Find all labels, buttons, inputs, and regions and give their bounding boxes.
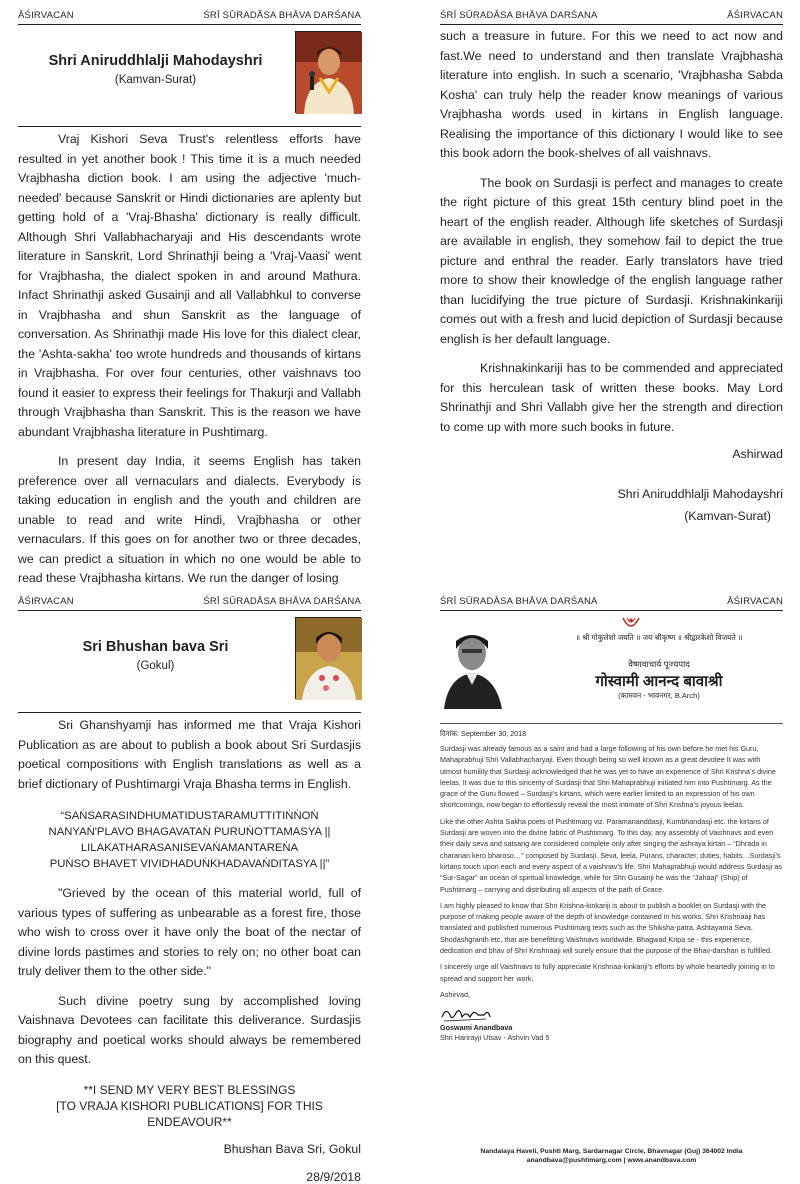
blessing: [18, 1082, 361, 1130]
sloka-line: LILAKATHARASANISEVAṄAMANTAREṄA: [80, 842, 299, 854]
closing: Ashirvad,: [440, 989, 470, 999]
author-name: Sri Bhushan bava Sri: [82, 639, 229, 655]
footer-address: Nandalaya Haveli, Pushti Marg, Sardarnagar Circle, Bhavnagar (Guj) 364002 India: [480, 1148, 743, 1155]
signature-place: (Kamvan-Surat): [684, 509, 771, 523]
translation: "Grieved by the ocean of this material world, full of various types of suffering as unbearable as a forest fire, those who wish to cross over it have only the boat of the nectar of divine lords pastimes and stories to rely on; no other boat can truly deliver them to the other side.": [18, 886, 361, 978]
signer-name: Goswami Anandbava: [440, 1023, 513, 1033]
page-aniruddhlalji-part1: [18, 10, 361, 585]
title-small: वैष्णवाचार्य पूज्यपाद: [628, 659, 690, 669]
title-sub: (कामवन - भावनगर, B.Arch): [618, 691, 700, 700]
signer-occasion: Shri Harirayji Utsav - Ashvin Vad 5: [440, 1033, 550, 1043]
page-anandbava-letter: [440, 596, 783, 1166]
running-head: [18, 596, 361, 611]
running-head: [18, 10, 361, 25]
sloka-line: NANYAṄ'PLAVO BHAGAVATAṄ PURUṄOTTAMASYA ||: [48, 826, 331, 838]
author-photo: [295, 31, 361, 113]
author-place: (Kamvan-Surat): [114, 74, 197, 86]
letterhead-footer: [440, 1147, 783, 1165]
running-head-left: ĀŚIRVACAN: [18, 596, 74, 607]
author-name: Shri Aniruddhlalji Mahodayshri: [48, 53, 263, 69]
letter-date: दिनांक: September 30, 2018: [440, 729, 527, 738]
sloka-line: PUṄSO BHAVET VIVIDHADUṄKHADAVAṄDITASYA ||”: [49, 858, 330, 870]
sloka: [18, 808, 361, 872]
paragraph: Like the other Ashta Sakha poets of Pushtimarg viz. Paramananddasji, Kumbhandasji etc. the kirtans of Surdasji are woven into the divine fabric of Pushtimarg. To this day, any assembly of Vaishnavs and even their daily seva and satsang are considered complete only after singing the ashraya kirtan – “Dhrada in charanan kero bharoso…” composed by Surdasji. Seva, leela, Purans, character, duties, habits…Surdasji’s kirtans touch upon each and every aspect of a vaishnav’s life. Shri Mahaprabhuji would address Surdasji as “Sur-Sagar” an ocean of spiritual knowledge, while for Shri Gusainji he was the “Jahaaj” (Ship) of Pushtimarg – carrying and distributing all aspects of the path of Grace.: [440, 816, 782, 894]
letterhead-rule: [440, 723, 783, 724]
paragraph: Such divine poetry sung by accomplished loving Vaishnava Devotees can facilitate this deliverance. Surdasjis biography and poetical works should always be remembered on this quest.: [18, 993, 361, 1066]
paragraph: such a treasure in future. For this we need to act now and fast.We need to understand and then translate Vrajbhasha literature into english. In such a scenario, 'Vrajbhasha Sabda Kosha' can truly help the reader know meanings of various Vrajbhasha words used in kirtans in English language. Realising the importance of this dictionary I would like to see this book adorn the book-shelves of all vaishnavs.: [440, 29, 783, 160]
title-big: गोस्वामी आनन्द बावाश्री: [595, 673, 723, 690]
running-head-right: ŚRĪ SŪRADĀSA BHĀVA DARŚANA: [203, 596, 361, 607]
signature-name: Shri Aniruddhlalji Mahodayshri: [617, 487, 783, 501]
paragraph: Vraj Kishori Seva Trust's relentless efforts have resulted in yet another book ! This time it is a much needed Vrajbhasha diction book. I am using the adjective 'much-needed' because Sanskrit or Hindi dictionaries are aplenty but getting hold of a 'Vraj-Bhasha' dictionary is really difficult. Although Shri Vallabhacharyaji and His descendants wrote literature in Sanskrit, Lord Shrinathji being a 'Vraj-Vaasi' went for Vrajbhasha, the dialect spoken in and around Mathura. Infact Shrinathji asked Gusainji and all Vallabhkul to converse in Vrajbhasha and shun Sanskrit as the language of conversation. As Shrinathji made His love for this dialect clear, the 'Ashta-sakha' too wrote hundreds and thousands of kirtans in Vrajbhasha. For over four centuries, other vaishnavs too found it easier to express their feelings for Thakurji and Vallabh through Vrajbhasha than Sanskrit. This is the reason we have abundant Vrajbhasha literature in Pushtimarg.: [18, 132, 361, 439]
header-rule: [18, 712, 361, 713]
letterhead: [440, 611, 783, 723]
running-head-right: ŚRĪ SŪRADĀSA BHĀVA DARŚANA: [440, 596, 598, 607]
letterhead-document: [440, 611, 783, 1181]
paragraph: Surdasji was already famous as a saint and had a large following of his own before he met his Guru, Mahaprabhuji Shri Vallabhacharyaji. Even though being so well known as a great devotee It was with utmost humility that Surdasji acknowledged that he was yet to have an experience of Shri Krishna’s divine leelas. It was due to this sincerity of Surdasji that Shri Mahaprabhuji initiated him into Pushtimarg. As the grace of the Guru flowed – Surdasji’s kirtans, which were earlier limited to an expression of his own shortcomings, now began to effortlessly reveal the most intimate of Shri Krishna’s joyous leelas.: [440, 744, 776, 810]
author-photo: [295, 617, 361, 699]
paragraph: Sri Ghanshyamji has informed me that Vraja Kishori Publication as are about to publish a book about Sri Surdasjis poetical compositions with English translations as well as a brief dictionary of Pushtimargi Vraja Bhasha terms in English.: [18, 718, 361, 791]
paragraph: I am highly pleased to know that Shri Krishna-kinkariji is about to publish a booklet on Surdasji with the purpose of making people aware of the depth of knowledge contained in his works. Shri Krishnaaji has translated and published numerous Pushtimarg texts such as the Shiksha-patra, Ashtayama Seva, Shodashgranth etc, that are benefitting Vaishnavs worldwide. Bhagwad Kripa se - this experience, dedication and bhav of Shri Krishnaaji will surely ensure that the purpose of the Bhav-darshan is fulfilled.: [440, 900, 773, 956]
author-place: (Gokul): [136, 660, 175, 672]
letterhead-photo: [440, 623, 506, 709]
letter-body: [18, 130, 361, 589]
running-head-left: ĀŚIRVACAN: [18, 10, 74, 21]
page-aniruddhlalji-part2: [440, 10, 783, 580]
signature-scribble: [440, 1005, 504, 1023]
running-head: [440, 10, 783, 25]
blessing-line: ENDEAVOUR**: [147, 1114, 232, 1129]
invocation: ॥ श्री गोकुलेशो जयति ॥ जय श्रीकृष्ण ॥ श्रीद्वारकेशो विजयते ॥: [575, 633, 743, 642]
running-head-right: ŚRĪ SŪRADĀSA BHĀVA DARŚANA: [440, 10, 598, 21]
header-rule: [18, 126, 361, 127]
letter-body: [18, 716, 361, 1130]
letter-body: [440, 27, 783, 437]
date: 28/9/2018: [306, 1169, 361, 1184]
sloka-line: “SAṄSARASINDHUMATIDUSTARAMUTTITIṄṄOṄ: [60, 810, 319, 822]
footer-contact: anandbava@pushtimarg.com | www.anandbava.com: [526, 1157, 697, 1164]
paragraph: The book on Surdasji is perfect and manages to create the right picture of this great 15th century blind poet in the heart of the english reader. Although life sketches of Surdasji are available in english, they somehow fail to depict the true picture and enthral the reader. Early translators have tried more to show their knowledge of the english language rather than lucidifying the true picture of Surdasji. Krishnakinkariji comes out with a fresh and lucid depiction of Surdasji because english is her default language.: [440, 175, 783, 346]
paragraph: Krishnakinkariji has to be commended and appreciated for this herculean task of written these books. May Lord Shrinathji and Shri Vallabh give her the strength and direction to come up with more such books in future.: [440, 361, 783, 434]
running-head-left: ĀŚIRVACAN: [727, 10, 783, 21]
running-head-left: ĀŚIRVACAN: [727, 596, 783, 607]
paragraph: I sincerely urge all Vaishnavs to fully appreciate Krishnaa-kinkariji’s efforts by whole heartedly joining in to spread and support her work.: [440, 962, 775, 983]
blessing-line: [TO VRAJA KISHORI PUBLICATIONS] FOR THIS: [56, 1098, 323, 1113]
signature: Bhushan Bava Sri, Gokul: [223, 1141, 361, 1156]
letter-body: [440, 743, 783, 1000]
page-bhushan-bava: [18, 596, 361, 1184]
running-head-right: ŚRĪ SŪRADĀSA BHĀVA DARŚANA: [203, 10, 361, 21]
paragraph: In present day India, it seems English has taken preference over all vernaculars and dialects. Everybody is taking education in english and the youth and children are unable to read and write Hindi, Vrajbhasha or other vernaculars. If this goes on for another two or three decades, we can predict a situation in which no one would be able to read these Vrajbhasha kirtans. We run the danger of losing: [18, 454, 361, 585]
running-head: [440, 596, 783, 611]
author-header: [18, 611, 361, 716]
closing: Ashirwad: [732, 447, 783, 461]
author-header: [18, 25, 361, 130]
blessing-line: **I SEND MY VERY BEST BLESSINGS: [83, 1082, 296, 1097]
